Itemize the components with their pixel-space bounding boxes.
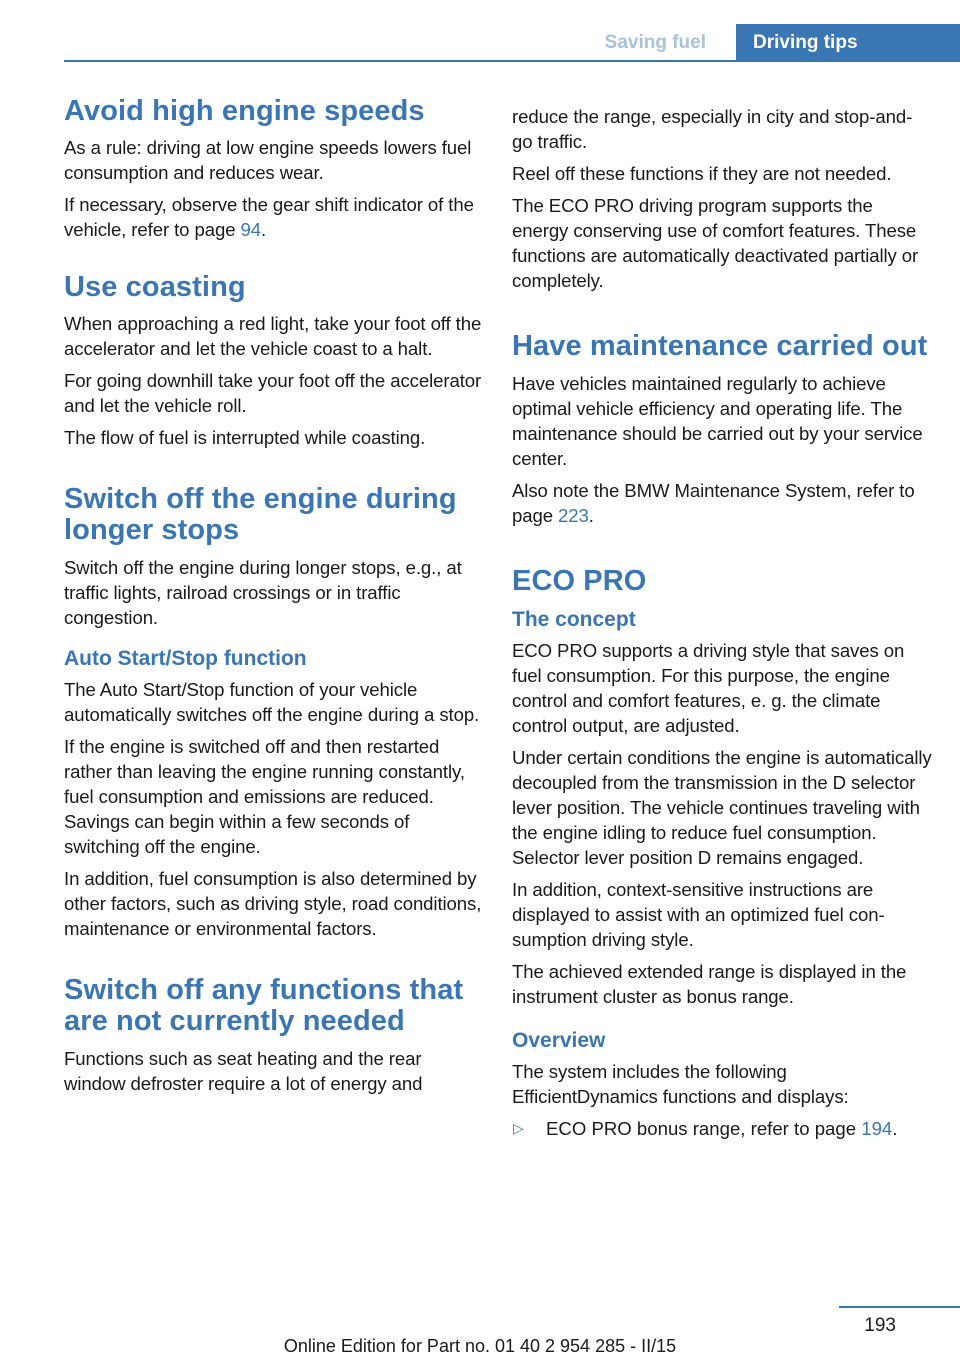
paragraph: Reel off these functions if they are not needed. xyxy=(512,163,892,184)
paragraph: If necessary, observe the gear shift indicator of the vehicle, refer to page 94. xyxy=(64,194,474,240)
paragraph: The flow of fuel is interrupted while coasting. xyxy=(64,427,426,448)
paragraph: Functions such as seat heating and the rear window defroster require a lot of energy and xyxy=(64,1048,423,1094)
heading-maintenance: Have maintenance carried out xyxy=(512,330,928,362)
paragraph: ECO PRO supports a driving style that saves on fuel consumption. For this purpose, the engine control and comfort features, e. g. the climate control output, are adjusted. xyxy=(512,640,905,736)
paragraph: If the engine is switched off and then restarted rather than leaving the engine running constantly, fuel consumption and emissions are reduced. Savings can begin within a few seconds of switching off the engine. xyxy=(64,736,465,857)
heading-eco-pro: ECO PRO xyxy=(512,565,647,597)
edition-footer: Online Edition for Part no. 01 40 2 954 285 - II/15 xyxy=(283,1336,677,1356)
tab-saving-fuel[interactable]: Saving fuel xyxy=(604,32,706,53)
list-item: ▷ ECO PRO bonus range, refer to page 194. xyxy=(513,1118,898,1139)
heading-the-concept: The concept xyxy=(512,608,636,631)
paragraph: Switch off the engine during longer stops, e.g., at traffic lights, railroad crossings or in traffic congestion. xyxy=(64,557,462,628)
page-number: 193 xyxy=(864,1315,896,1336)
paragraph: The Auto Start/Stop function of your vehicle automatically switches off the engine during a stop. xyxy=(64,679,480,725)
page-link-194[interactable]: 194 xyxy=(861,1118,893,1139)
heading-use-coasting: Use coasting xyxy=(64,271,246,303)
left-column xyxy=(64,96,482,1103)
paragraph: As a rule: driving at low engine speeds lowers fuel consumption and reduces wear. xyxy=(64,137,472,183)
heading-auto-start-stop: Auto Start/Stop function xyxy=(64,647,307,670)
heading-avoid-high-engine-speeds: Avoid high engine speeds xyxy=(64,95,425,127)
paragraph: In addition, context-sensitive instructions are displayed to assist with an optimized fuel consumption driving style. xyxy=(512,879,885,950)
page-link-223[interactable]: 223 xyxy=(558,505,589,526)
tab-driving-tips[interactable]: Driving tips xyxy=(736,24,960,62)
paragraph: The ECO PRO driving program supports the energy conserving use of comfort features. These functions are automatically deactivated partially or completely. xyxy=(512,195,919,291)
paragraph: For going downhill take your foot off the accelerator and let the vehicle roll. xyxy=(64,370,482,416)
paragraph: reduce the range, especially in city and stop-and-go traffic. xyxy=(512,106,913,152)
page-header xyxy=(0,24,960,62)
paragraph: When approaching a red light, take your foot off the accelerator and let the vehicle coast to a halt. xyxy=(64,313,482,359)
triangle-bullet-icon: ▷ xyxy=(513,1120,524,1136)
header-divider xyxy=(64,60,960,62)
paragraph: In addition, fuel consumption is also determined by other factors, such as driving style, road conditions, maintenance or environmental factors. xyxy=(64,868,482,939)
heading-switch-off-functions: Switch off any functions that are not currently needed xyxy=(64,974,464,1037)
footer-divider xyxy=(839,1306,960,1308)
paragraph: Under certain conditions the engine is automatically decoupled from the transmission in the D selector lever position. The vehicle continues traveling with the engine idling to reduce fuel consumption. Selector lever position D remains engaged. xyxy=(512,747,932,868)
paragraph: The system includes the following EfficientDynamics functions and displays: xyxy=(512,1061,849,1107)
heading-switch-off-engine: Switch off the engine during longer stops xyxy=(64,483,457,546)
page-link-94[interactable]: 94 xyxy=(240,219,261,240)
right-column xyxy=(512,104,932,1141)
paragraph: Also note the BMW Maintenance System, refer to page 223. xyxy=(512,480,915,526)
paragraph: The achieved extended range is displayed in the instrument cluster as bonus range. xyxy=(512,961,907,1007)
heading-overview: Overview xyxy=(512,1029,606,1052)
paragraph: Have vehicles maintained regularly to achieve optimal vehicle efficiency and operating life. The maintenance should be carried out by your service center. xyxy=(512,373,923,469)
